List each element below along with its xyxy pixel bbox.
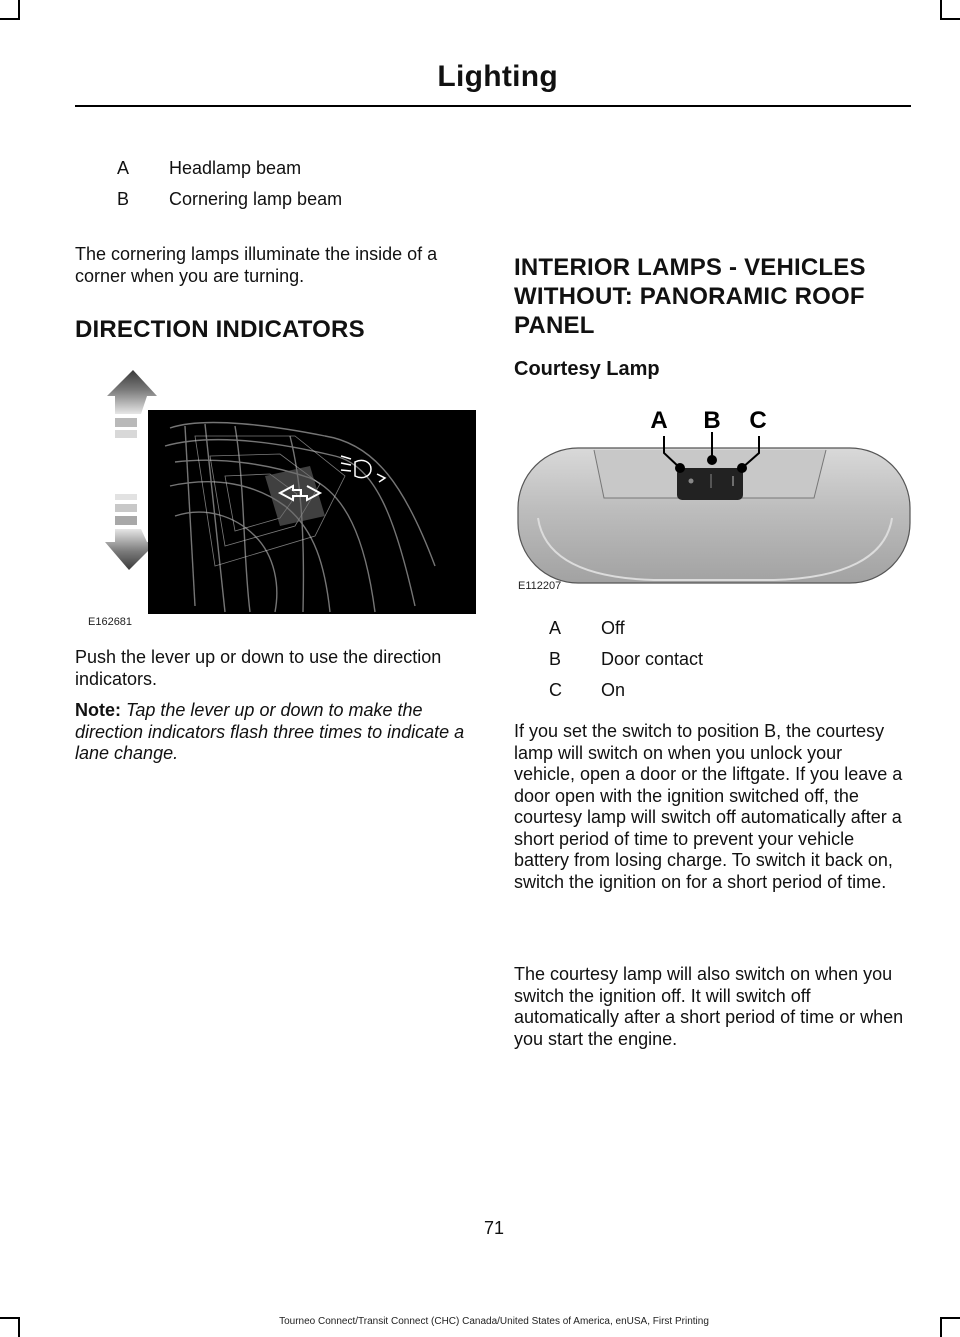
legend-label: Off (601, 618, 625, 638)
note-text: Tap the lever up or down to make the direction indicators flash three times to indicate a lane change. (75, 700, 465, 763)
subheading-courtesy-lamp: Courtesy Lamp (514, 358, 660, 380)
heading-line: PANEL (514, 312, 595, 339)
crop-mark (942, 18, 960, 20)
page-title: Lighting (437, 60, 558, 93)
callout-b: B (703, 407, 721, 434)
figure-id: E162681 (88, 616, 133, 628)
legend-label: Cornering lamp beam (169, 189, 343, 209)
legend-key: B (549, 649, 562, 669)
crop-mark (0, 18, 18, 20)
callout-a: A (650, 407, 668, 434)
heading-line: WITHOUT: PANORAMIC ROOF (514, 283, 865, 310)
legend-label: On (601, 680, 626, 700)
crop-mark (18, 0, 20, 20)
note-paragraph (75, 700, 480, 765)
legend-label: Door contact (601, 649, 704, 669)
beam-legend (117, 158, 457, 218)
note-label: Note: (75, 700, 121, 720)
page-number: 71 (483, 1218, 505, 1238)
push-lever-paragraph: Push the lever up or down to use the direction indicators. (75, 647, 442, 689)
cornering-paragraph: The cornering lamps illuminate the inside of a corner when you are turning. (75, 244, 438, 286)
section-heading-interior-lamps (514, 253, 914, 340)
section-heading-direction-indicators: DIRECTION INDICATORS (75, 316, 365, 343)
heading-line: INTERIOR LAMPS - VEHICLES (514, 254, 866, 281)
figure-id: E112207 (518, 580, 562, 592)
legend-label: Headlamp beam (169, 158, 302, 178)
legend-key: B (117, 189, 130, 209)
callout-c: C (749, 407, 767, 434)
legend-key: A (549, 618, 562, 638)
header-rule (75, 105, 911, 107)
legend-key: C (549, 680, 562, 700)
courtesy-paragraph-1: If you set the switch to position B, the courtesy lamp will switch on when you unlock your vehicle, open a door or the liftgate. If you leave a door open with the ignition switched off, the courtesy lamp will switch off automatically after a short period of time to prevent your vehicle battery from losing charge. To switch it back on, switch the ignition on for a short period of time. (514, 721, 903, 892)
direction-indicator-illustration (75, 366, 480, 630)
footer-text: Tourneo Connect/Transit Connect (CHC) Canada/United States of America, enUSA, First Printing (279, 1316, 709, 1327)
legend-key: A (117, 158, 130, 178)
switch-legend (549, 618, 889, 708)
crop-mark (940, 0, 942, 20)
courtesy-lamp-illustration (514, 398, 914, 594)
courtesy-paragraph-2: The courtesy lamp will also switch on when you switch the ignition off. It will switch off automatically after a short period of time or when you start the engine. (514, 964, 904, 1049)
